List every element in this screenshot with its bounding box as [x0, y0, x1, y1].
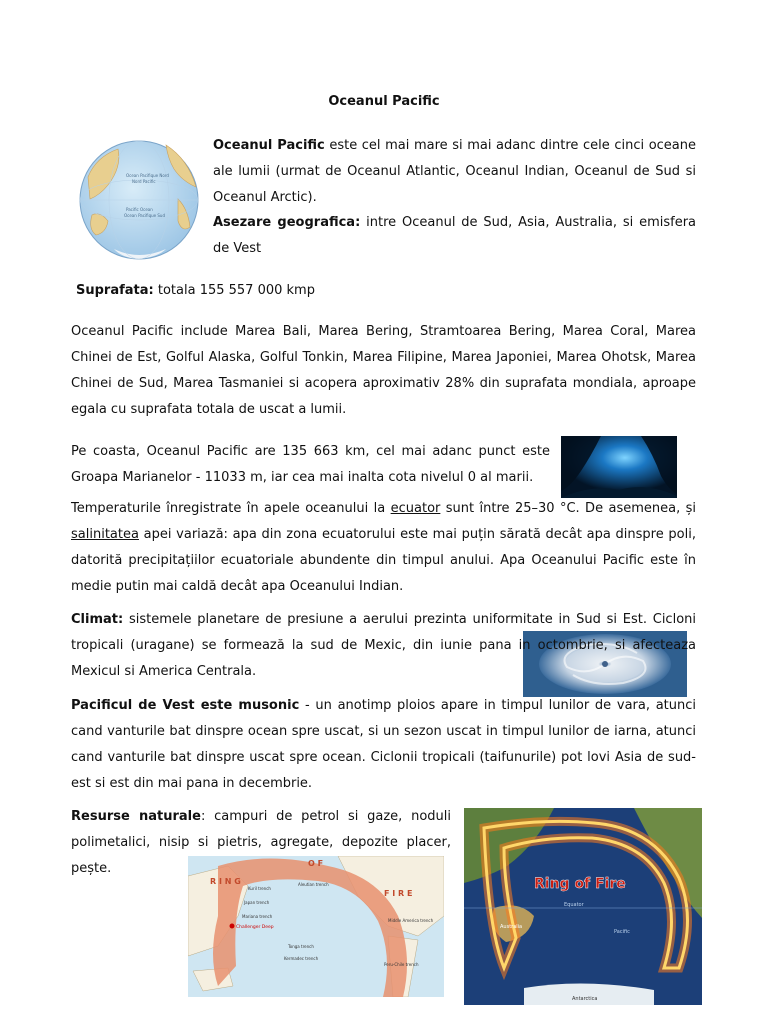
intro-paragraph — [213, 133, 696, 211]
ring-label: R I N G — [210, 877, 241, 886]
svg-text:Japan trench: Japan trench — [244, 900, 270, 905]
svg-text:Kuril trench: Kuril trench — [248, 886, 271, 891]
svg-text:Peru-Chile trench: Peru-Chile trench — [384, 962, 419, 967]
coast-paragraph: Pe coasta, Oceanul Pacific are 135 663 km, cel mai adanc punct este Groapa Marianelor - 11033 m, iar cea mai inalta cota nivelul 0 al marii. — [71, 444, 550, 485]
climat-text: sistemele planetare de presiune a aerului prezinta uniformitate in Sud si Est. Cicloni tropicali (uragane) se formează la sud de Mexic, din iunie pana in octombrie, si afecteaza Mexicul si America Centrala. — [71, 612, 696, 679]
climat-paragraph — [71, 607, 696, 685]
asezare-text: intre Oceanul de Sud, Asia, Australia, si emisfera de Vest — [213, 215, 696, 256]
temperature-paragraph: Temperaturile înregistrate în apele oceanului la ecuator sunt între 25–30 °C. De asemenea, și salinitatea apei variază: apa din zona ecuatorului este mai puțin sărată decât apa dinspre poli, datorită precipitațiilor ecuatoriale abundente din timpul anului. Apa Oceanului Pacific este în medie putin mai caldă decât apa Oceanului Indian. — [71, 501, 697, 594]
suprafata-text: totala 155 557 000 kmp — [153, 283, 315, 298]
svg-text:F I R E: F I R E — [384, 889, 413, 898]
ring-of-fire-title: Ring of Fire — [534, 876, 626, 892]
svg-text:Australia: Australia — [500, 924, 523, 930]
svg-text:O F: O F — [308, 859, 324, 868]
musonic-label: Pacificul de Vest este musonic — [71, 698, 300, 713]
suprafata-label: Suprafata: — [76, 283, 154, 298]
intro-lead: Oceanul Pacific — [213, 138, 325, 153]
ecuator-link[interactable]: ecuator — [390, 501, 441, 516]
suprafata-paragraph — [76, 278, 676, 304]
musonic-paragraph — [71, 693, 696, 797]
svg-text:Ocean Pacifique Sud: Ocean Pacifique Sud — [124, 213, 165, 218]
page-title: Oceanul Pacific — [328, 94, 440, 109]
musonic-text: - un anotimp ploios apare in timpul lunilor de vara, atunci cand vanturile bat dinspre ocean spre uscat, si un sezon uscat in timpul lunilor de iarna, atunci cand vanturile bat dinspre uscat spre ocean. Ciclonii tropicali (taifunurile) pot lovi Asia de sud-est si est din mai pana in decembrie. — [71, 698, 696, 791]
svg-text:Antarctica: Antarctica — [572, 996, 598, 1002]
asezare-paragraph — [213, 210, 696, 262]
asezare-label: Asezare geografica: — [213, 215, 361, 230]
climat-label: Climat: — [71, 612, 124, 627]
globe-image — [78, 137, 200, 263]
ring-of-fire-globe-map — [464, 808, 702, 1005]
resurse-text: : campuri de petrol si gaze, noduli polimetalici, nisip si pietris, agregate, depozite placer, pește. — [71, 809, 452, 876]
ring-of-fire-trench-map — [188, 856, 444, 997]
svg-text:Kermadec trench: Kermadec trench — [284, 956, 319, 961]
svg-text:Challenger Deep: Challenger Deep — [236, 925, 274, 930]
svg-text:Aleutian trench: Aleutian trench — [298, 882, 329, 887]
svg-text:Middle America trench: Middle America trench — [388, 918, 434, 923]
svg-text:Pacific Ocean: Pacific Ocean — [126, 207, 153, 212]
resurse-label: Resurse naturale — [71, 809, 201, 824]
underwater-cave-image — [561, 436, 677, 498]
svg-text:Mariana trench: Mariana trench — [242, 914, 273, 919]
salinitatea-link[interactable]: salinitatea — [71, 527, 139, 542]
svg-text:Nord Pacific: Nord Pacific — [132, 179, 156, 184]
svg-text:Tonga trench: Tonga trench — [288, 944, 314, 949]
intro-text: este cel mai mare si mai adanc dintre cele cinci oceane ale lumii (urmat de Oceanul Atlantic, Oceanul Indian, Oceanul de Sud si Oceanul Arctic). — [213, 138, 696, 205]
seas-paragraph: Oceanul Pacific include Marea Bali, Marea Bering, Stramtoarea Bering, Marea Coral, Marea Chinei de Est, Golful Alaska, Golful Tonkin, Marea Filipine, Marea Japoniei, Marea Ohotsk, Marea Chinei de Sud, Marea Tasmaniei si acopera aproximativ 28% din suprafata mondiala, aproape egala cu suprafata totala de uscat a lumii. — [71, 324, 696, 417]
globe-label: Ocean Pacifique Nord — [126, 173, 169, 178]
svg-text:Pacific: Pacific — [614, 929, 630, 935]
svg-text:Equator: Equator — [564, 902, 584, 908]
